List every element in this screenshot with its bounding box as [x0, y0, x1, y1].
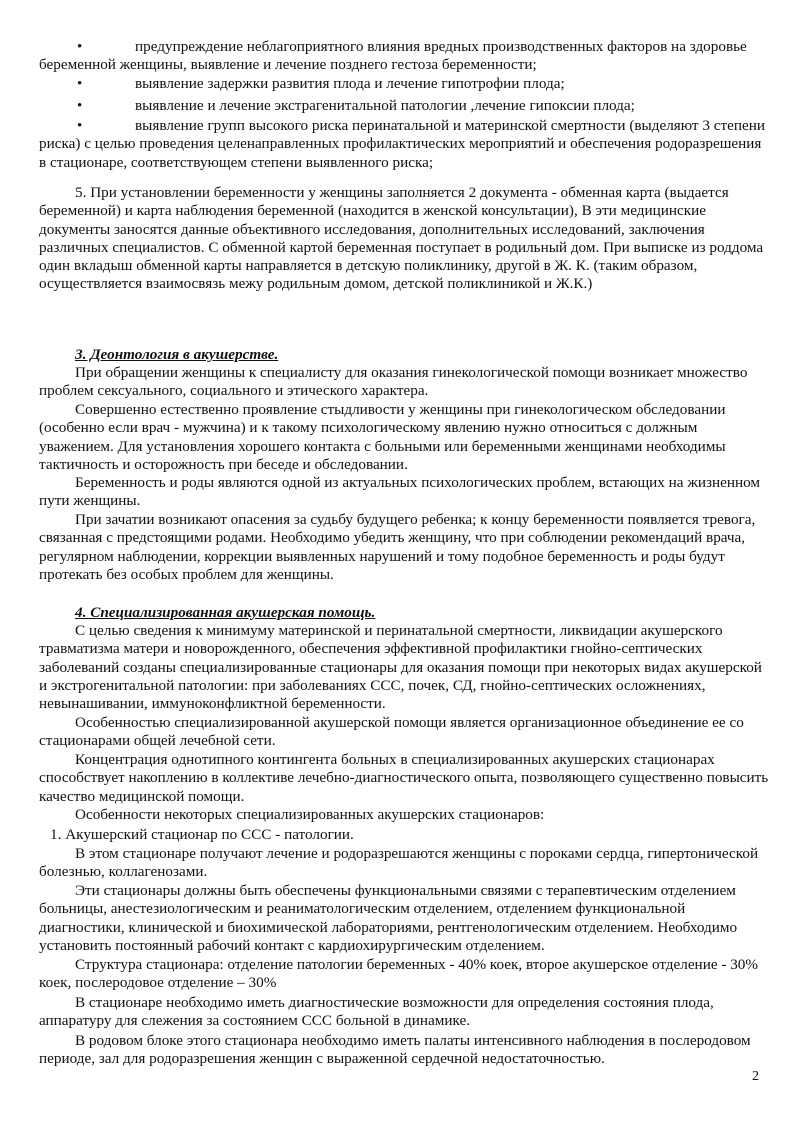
bullet-text: предупреждение неблагоприятного влияния вредных производственных факторов на здоровье беременной женщины, выявление и лечение позднего гестоза беременности; [39, 38, 747, 74]
bullet-icon: • [77, 118, 83, 134]
section-4-paragraph: Особенности некоторых специализированных акушерских стационаров: [75, 806, 545, 823]
bullet-icon: • [77, 39, 83, 55]
section-4-paragraph: В родовом блоке этого стационара необходимо иметь палаты интенсивного наблюдения в послеродовом периоде, зал для родоразрешения женщин с выраженной сердечной недостаточностью. [39, 1032, 751, 1068]
bullet-item [39, 75, 769, 93]
page-number: 2 [752, 1069, 759, 1084]
section-4-heading: 4. Специализированная акушерская помощь. [75, 604, 376, 621]
section-4-paragraph: В этом стационаре получают лечение и родоразрешаются женщины с пороками сердца, гипертонической болезнью, коллагенозами. [39, 845, 759, 881]
bullet-item [39, 38, 769, 75]
section-4-paragraph: С целью сведения к минимуму материнской и перинатальной смертности, ликвидации акушерского травматизма матери и новорожденного, обеспечения эффективной профилактики гнойно-септических заболеваний созданы специализированные стационары для оказания помощи при некоторых видах акушерской и экстрогенитальной патологии: при заболеваниях ССС, почек, СД, гнойно-септических осложнениях, невынашивании, иммуноконфликтной беременности. [39, 622, 762, 713]
bullet-text: выявление и лечение экстрагенитальной патологии ,лечение гипоксии плода; [135, 97, 635, 114]
bullet-item [39, 97, 769, 115]
section-4-paragraph: Особенностью специализированной акушерской помощи является организационное объединение ее со стационарами общей лечебной сети. [39, 714, 744, 750]
list-item-1: 1. Акушерский стационар по ССС - патологии. [50, 826, 354, 843]
bullet-icon: • [77, 98, 83, 114]
section-3-paragraph: При обращении женщины к специалисту для оказания гинекологической помощи возникает множество проблем сексуального, социального и этического характера. [39, 364, 748, 400]
bullet-text: выявление групп высокого риска перинатальной и материнской смертности (выделяют 3 степени риска) с целью проведения целенаправленных профилактических мероприятий и обеспечения родоразрешения в стационаре, соответствующем степени выявленного риска; [39, 117, 766, 171]
bullet-text: выявление задержки развития плода и лечение гипотрофии плода; [135, 75, 565, 92]
section-4-paragraph: В стационаре необходимо иметь диагностические возможности для определения состояния плода, аппаратуру для слежения за состоянием ССС больной в динамике. [39, 994, 714, 1030]
section-4-paragraph: Структура стационара: отделение патологии беременных - 40% коек, второе акушерское отделение - 30% коек, послеродовое отделение – 30% [39, 956, 759, 992]
bullet-icon: • [77, 76, 83, 92]
section-3-paragraph: Совершенно естественно проявление стыдливости у женщины при гинекологическом обследовании (особенно если врач - мужчина) и к такому психологическому явлению нужно относиться с должным уважением. Для установления хорошего контакта с больными или беременными женщинами необходимы тактичность и осторожность при беседе и обследовании. [39, 401, 726, 473]
section-3-paragraph: Беременность и роды являются одной из актуальных психологических проблем, встающих на жизненном пути женщины. [39, 474, 760, 510]
bullet-item [39, 117, 769, 172]
section-4-paragraph: Эти стационары должны быть обеспечены функциональными связями с терапевтическим отделением больницы, анестезиологическим и реаниматологическим отделением, отделением функциональной диагностики, клинической и биохимической лабораториями, рентгенологическим отделением. Необходимо установить постоянный рабочий контакт с кардиохирургическим отделением. [39, 882, 738, 954]
paragraph-item-5: 5. При установлении беременности у женщины заполняется 2 документа - обменная карта (выдается беременной) и карта наблюдения беременной (находится в женской консультации), В эти медицинские документы заносятся данные объективного исследования, дополнительных исследований, заключения различных специалистов. С обменной картой беременная поступает в родильный дом. При выписке из роддома один вкладыш обменной карты направляется в детскую поликлинику, другой в Ж. К. (таким образом, осуществляется взаимосвязь межу родильным домом, детской поликлиникой и Ж.К.) [39, 184, 764, 293]
section-3-paragraph: При зачатии возникают опасения за судьбу будущего ребенка; к концу беременности появляется тревога, связанная с предстоящими родами. Необходимо убедить женщину, что при соблюдении рекомендаций врача, регулярном наблюдении, коррекции выявленных нарушений и тому подобное беременность и роды будут протекать без особых проблем для женщины. [39, 511, 756, 583]
section-4-paragraph: Концентрация однотипного контингента больных в специализированных акушерских стационарах способствует накоплению в коллективе лечебно-диагностического опыта, позволяющего существенно повысить качество медицинской помощи. [39, 751, 769, 805]
section-3-heading: 3. Деонтология в акушерстве. [75, 346, 279, 363]
